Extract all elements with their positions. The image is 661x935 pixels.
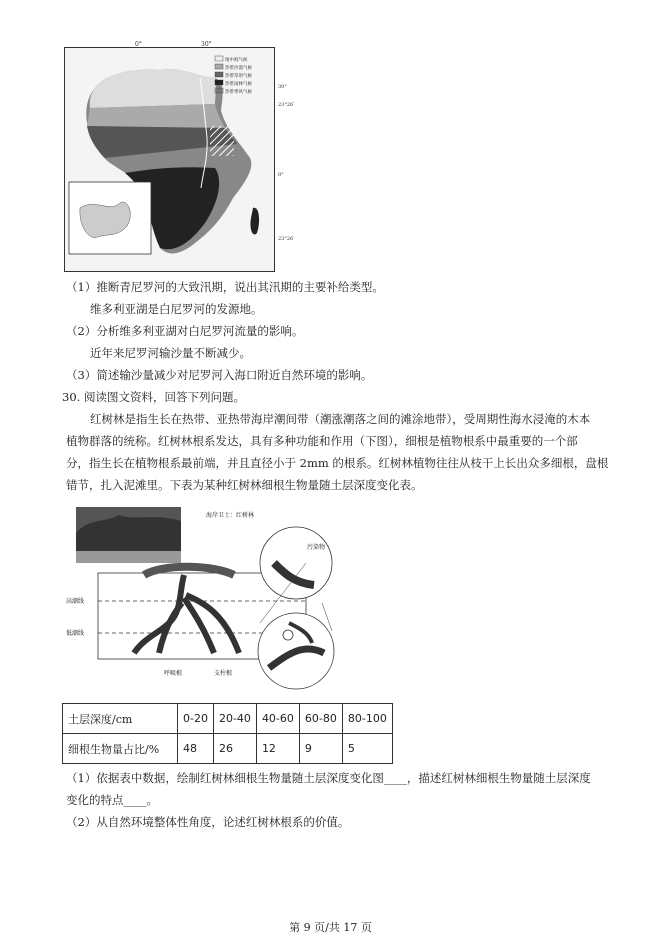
svg-text:地中海气候: 地中海气候: [225, 58, 248, 63]
table-cell: 80-100: [342, 704, 392, 734]
q29-info2: 近年来尼罗河输沙量不断减少。: [90, 346, 251, 360]
africa-climate-map: [64, 41, 295, 272]
low-tide-label: 低潮线: [66, 630, 85, 637]
mangrove-tree: [134, 575, 239, 653]
map-lat-label-30n: 30°: [278, 84, 287, 90]
table-cell: 60-80: [299, 704, 342, 734]
resp-root-label: 呼吸根: [164, 670, 183, 677]
map-lat-label-2326n: 23°26′: [278, 102, 295, 108]
table-cell: 48: [178, 734, 214, 764]
table-header-biomass: 细根生物量占比/%: [63, 734, 178, 764]
table-cell: 20-40: [213, 704, 256, 734]
fine-root-table: [62, 703, 393, 764]
prop-root-label: 支柱根: [214, 670, 233, 677]
q30-paragraph-line-1: 红树林是指生长在热带、亚热带海岸潮间带（潮涨潮落之间的滩涂地带），受周期性海水浸淹的木本: [90, 412, 591, 426]
svg-text:热带草原气候: 热带草原气候: [225, 74, 252, 79]
table-row: [63, 734, 393, 764]
svg-text:热带季风气候: 热带季风气候: [225, 90, 252, 95]
table-header-depth: 土层深度/cm: [63, 704, 178, 734]
map-lon-label-30: 30°: [201, 41, 212, 48]
svg-text:热带沙漠气候: 热带沙漠气候: [225, 66, 252, 71]
zoom-circle-pollutant: [260, 527, 332, 599]
q30-paragraph-line-2: 植物群落的统称。红树林根系发达，具有多种功能和作用（下图），细根是植物根系中最重要的一个部: [66, 434, 578, 448]
q29-sub1: （1）推断青尼罗河的大致汛期，说出其汛期的主要补给类型。: [66, 280, 384, 294]
map-lat-label-2326s: 23°26′: [278, 236, 295, 242]
table-row: [63, 704, 393, 734]
svg-text:热带雨林气候: 热带雨林气候: [225, 82, 252, 87]
q30-sub1-line1: （1）依据表中数据，绘制红树林细根生物量随土层深度变化图____，描述红树林细根生物量随土层深度: [66, 771, 591, 785]
q30-heading: 30. 阅读图文资料，回答下列问题。: [62, 390, 245, 404]
madagascar: [250, 208, 259, 235]
q29-sub2: （2）分析维多利亚湖对白尼罗河流量的影响。: [66, 324, 304, 338]
pollutant-label: 污染物: [307, 544, 326, 551]
table-cell: 12: [256, 734, 299, 764]
q29-sub3: （3）简述输沙量减少对尼罗河入海口附近自然环境的影响。: [66, 368, 373, 382]
q30-sub1-line2: 变化的特点____。: [66, 793, 158, 807]
table-cell: 0-20: [178, 704, 214, 734]
table-cell: 26: [213, 734, 256, 764]
map-legend: [215, 56, 252, 95]
q29-info1: 维多利亚湖是白尼罗河的发源地。: [90, 302, 263, 316]
high-tide-label: 高潮线: [66, 598, 85, 605]
q30-sub2: （2）从自然环境整体性角度，论述红树林根系的价值。: [66, 815, 350, 829]
table-cell: 9: [299, 734, 342, 764]
q30-paragraph-line-4: 错节，扎入泥滩里。下表为某种红树林细根生物量随土层深度变化表。: [66, 478, 423, 492]
map-lat-label-0: 0°: [278, 172, 284, 178]
table-cell: 40-60: [256, 704, 299, 734]
map-lon-label-0: 0°: [135, 41, 142, 48]
photo-caption: 海岸卫士：红树林: [206, 512, 255, 519]
table-cell: 5: [342, 734, 392, 764]
page-footer: 第 9 页/共 17 页: [289, 921, 372, 934]
mangrove-figure: [64, 503, 372, 693]
q30-paragraph-line-3: 分，指生长在植物根系最前端，并且直径小于 2mm 的根系。红树林植物往往从枝干上长出众多细根，盘根: [66, 456, 609, 470]
